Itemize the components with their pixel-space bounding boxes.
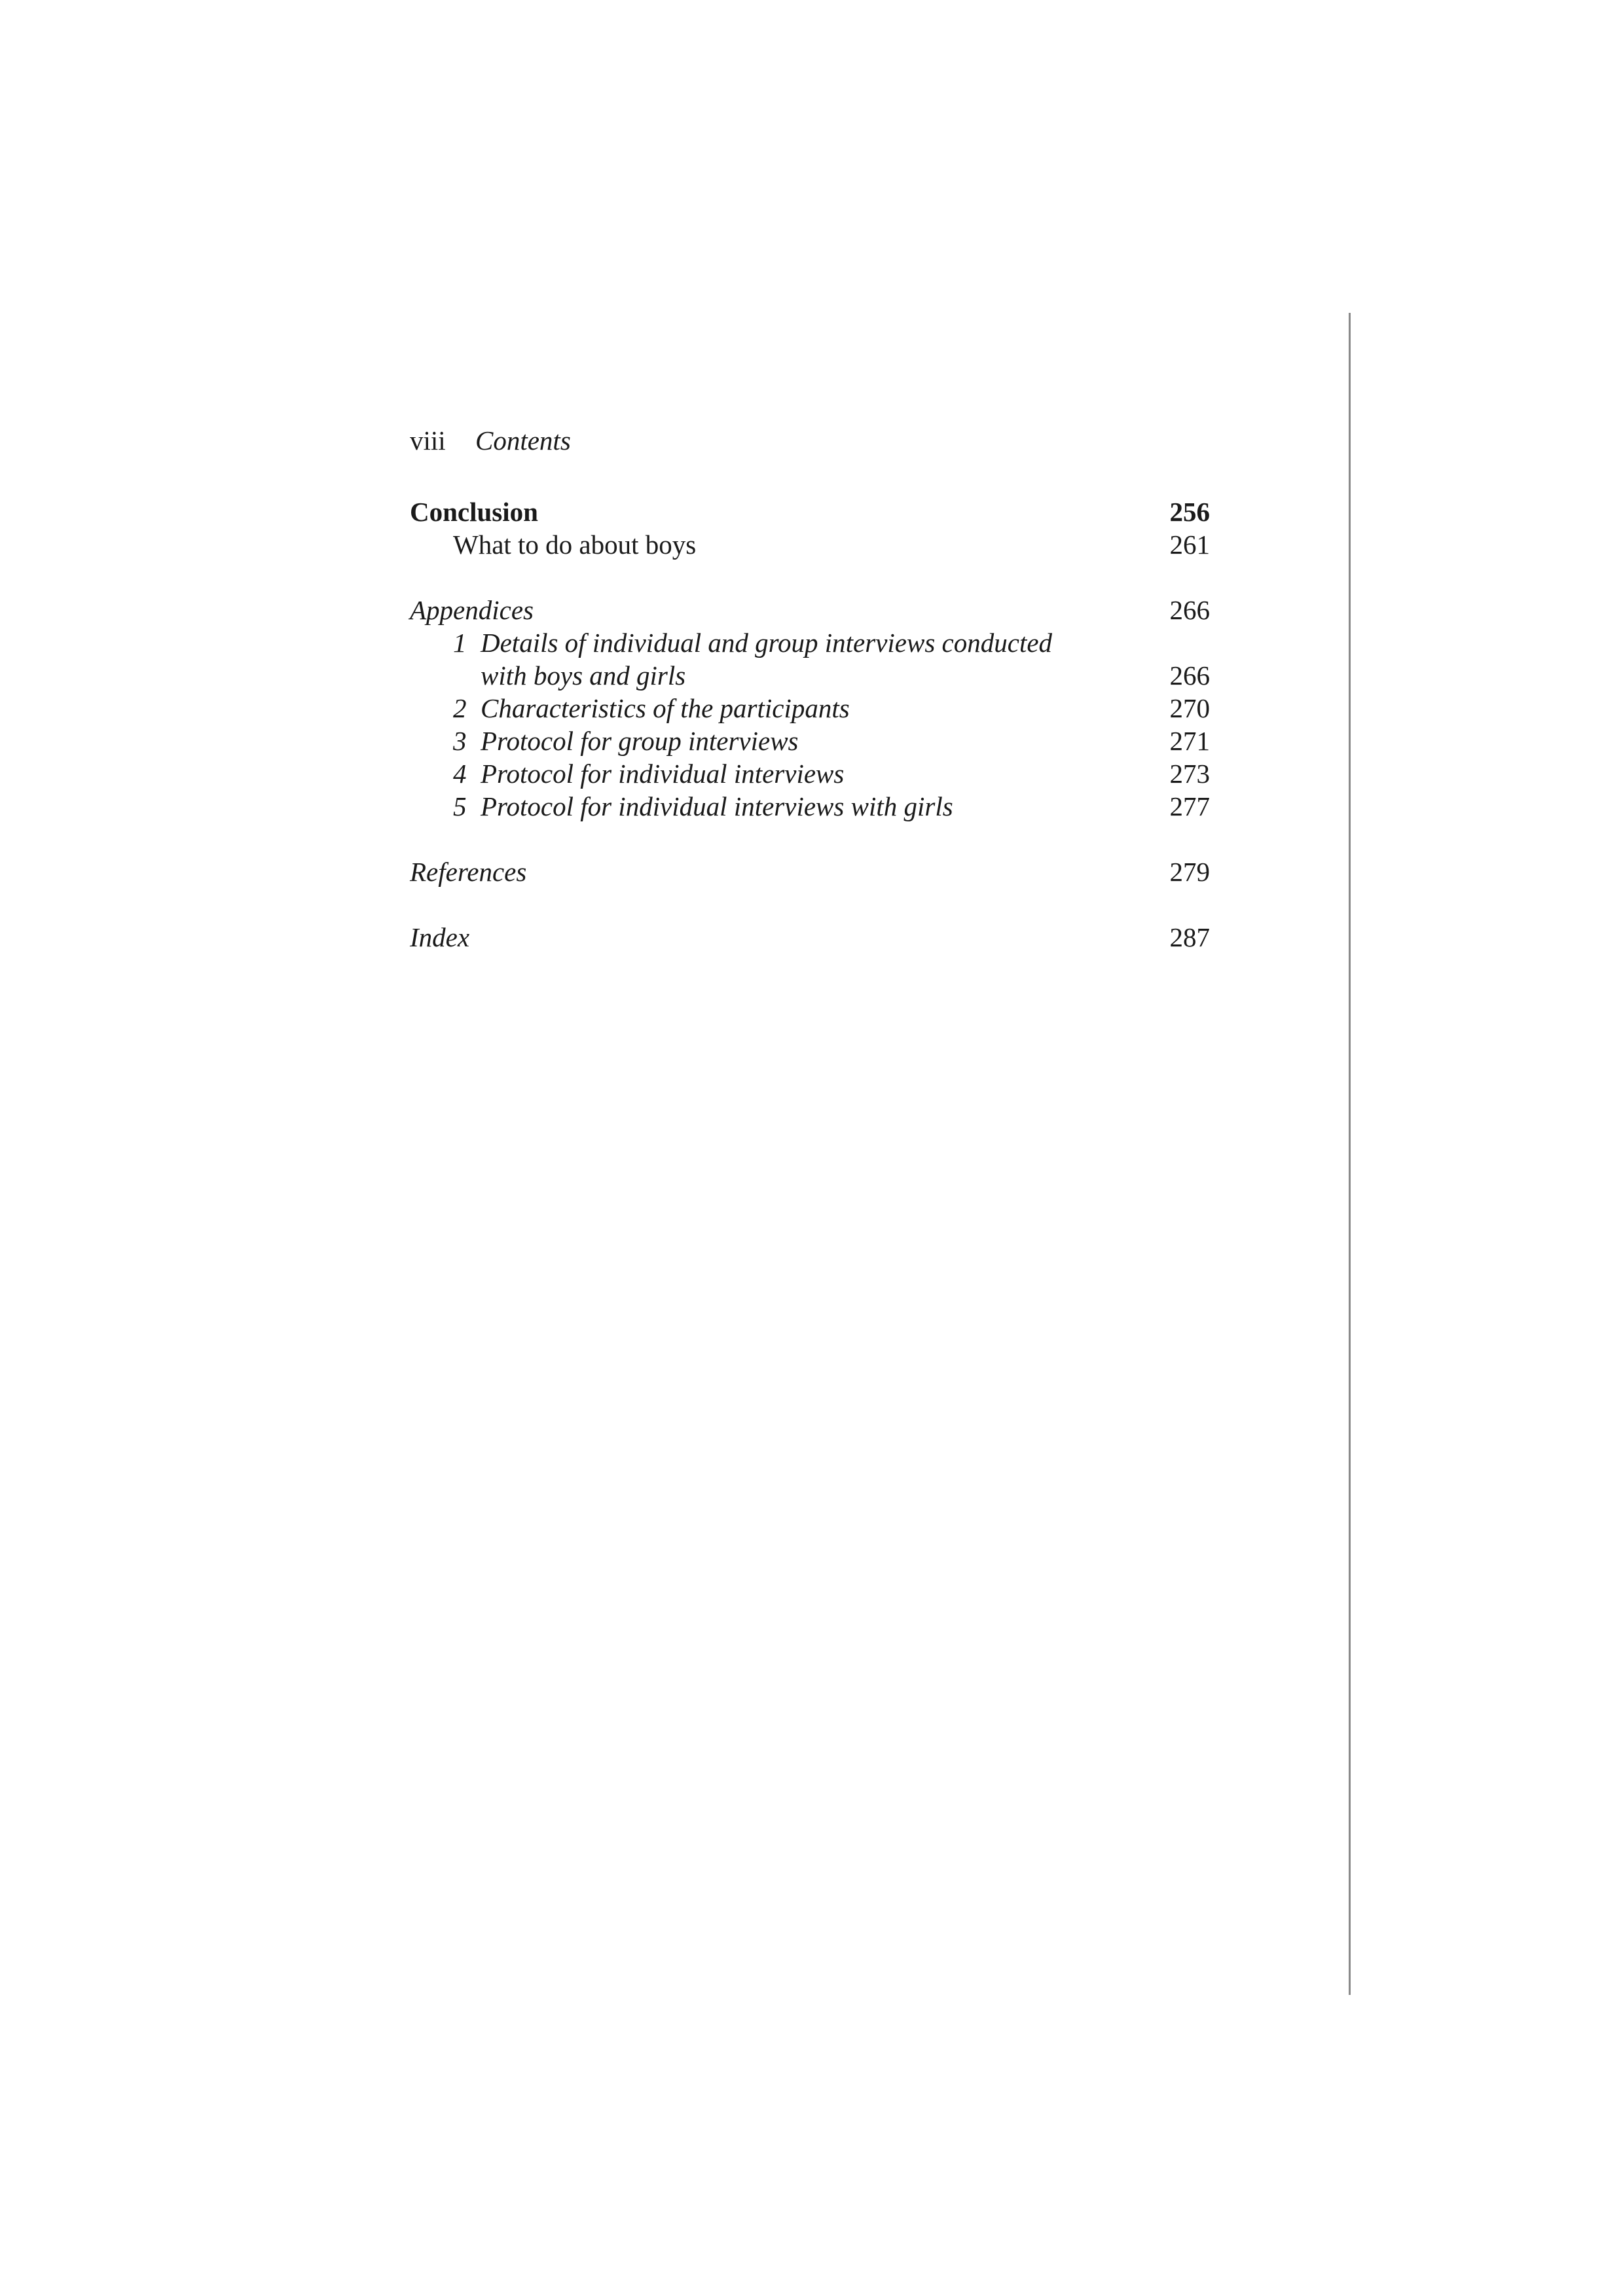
appendix-number: 5: [453, 791, 467, 821]
toc-entry-page: 266: [1169, 660, 1210, 691]
running-head-title: Contents: [475, 425, 571, 456]
toc-entry-title: Conclusion: [410, 497, 538, 527]
table-of-contents: [410, 495, 1210, 954]
toc-entry-title: Appendices: [410, 595, 534, 625]
toc-entry-page: 256: [1169, 497, 1210, 527]
toc-entry-appendix-1[interactable]: [410, 626, 1210, 659]
appendix-number: 2: [453, 693, 467, 723]
toc-entry-appendix-2[interactable]: [410, 692, 1210, 725]
toc-entry-index[interactable]: [410, 921, 1210, 954]
toc-entry-page: 277: [1169, 791, 1210, 821]
toc-entry-title: Details of individual and group interviews conducted: [481, 628, 1053, 658]
toc-entry-title: Characteristics of the participants: [481, 693, 850, 723]
toc-entry-title: References: [410, 857, 527, 887]
toc-entry-conclusion[interactable]: [410, 495, 1210, 528]
toc-entry-title: Protocol for individual interviews with girls: [481, 791, 953, 821]
toc-entry-page: 271: [1169, 726, 1210, 756]
running-head: [410, 424, 571, 457]
toc-entry-title: Protocol for individual interviews: [481, 759, 845, 789]
toc-entry-page: 261: [1169, 529, 1210, 560]
toc-entry-title: What to do about boys: [453, 529, 697, 560]
margin-rule: [1349, 313, 1351, 1995]
toc-entry-appendix-5[interactable]: [410, 790, 1210, 823]
toc-entry-page: 279: [1169, 857, 1210, 887]
folio-number: viii: [410, 425, 446, 456]
spacer: [410, 888, 1210, 921]
toc-entry-page: 273: [1169, 759, 1210, 789]
appendix-number: 4: [453, 759, 467, 789]
toc-entry-title: Protocol for group interviews: [481, 726, 799, 756]
toc-entry-appendix-4[interactable]: [410, 757, 1210, 790]
toc-entry-page: 266: [1169, 595, 1210, 625]
appendix-number: 1: [453, 628, 467, 658]
toc-entry-title-continued: with boys and girls: [481, 660, 686, 691]
toc-entry-appendix-3[interactable]: [410, 725, 1210, 757]
toc-entry-references[interactable]: [410, 855, 1210, 888]
toc-entry-appendix-1-continued[interactable]: [410, 659, 1210, 692]
appendix-number: 3: [453, 726, 467, 756]
toc-entry-title: Index: [410, 922, 470, 952]
spacer: [410, 823, 1210, 855]
toc-entry-appendices[interactable]: [410, 594, 1210, 626]
toc-entry-what-to-do-about-boys[interactable]: [410, 528, 1210, 561]
toc-entry-page: 270: [1169, 693, 1210, 723]
toc-entry-page: 287: [1169, 922, 1210, 952]
spacer: [410, 561, 1210, 594]
